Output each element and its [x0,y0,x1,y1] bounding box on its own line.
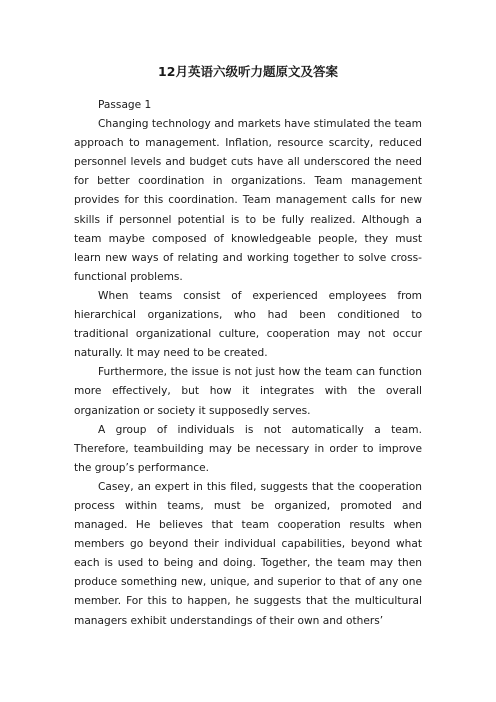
paragraph-5: Casey, an expert in this filed, suggests that the cooperation process within teams, must be organized, promoted and managed. He believes that team cooperation results when members go beyond their individual capabilities, beyond what each is used to being and doing. Together, the team may then produce something new, unique, and superior to that of any one member. For this to happen, he suggests that the multicultural managers exhibit understandings of their own and others’ [74,480,422,627]
paragraph-4: A group of individuals is not automatically a team. Therefore, teambuilding may be necessary in order to improve the group’s performance. [74,423,422,474]
paragraph-1: Changing technology and markets have stimulated the team approach to management. Inflation, resource scarcity, reduced personnel levels and budget cuts have all underscored the need for better coordination in organizations. Team management provides for this coordination. Team management calls for new skills if personnel potential is to be fully realized. Although a team maybe composed of knowledgeable people, they must learn new ways of relating and working together to solve cross-functional problems. [74,118,422,283]
passage-label: Passage 1 [98,99,152,111]
paragraph-2: When teams consist of experienced employees from hierarchical organizations, who had been conditioned to traditional organizational culture, cooperation may not occur naturally. It may need to be created. [74,289,422,360]
paragraph-3: Furthermore, the issue is not just how the team can function more effectively, but how it integrates with the overall organization or society it supposedly serves. [74,366,422,417]
document-title: 12月英语六级听力题原文及答案 [158,64,338,79]
